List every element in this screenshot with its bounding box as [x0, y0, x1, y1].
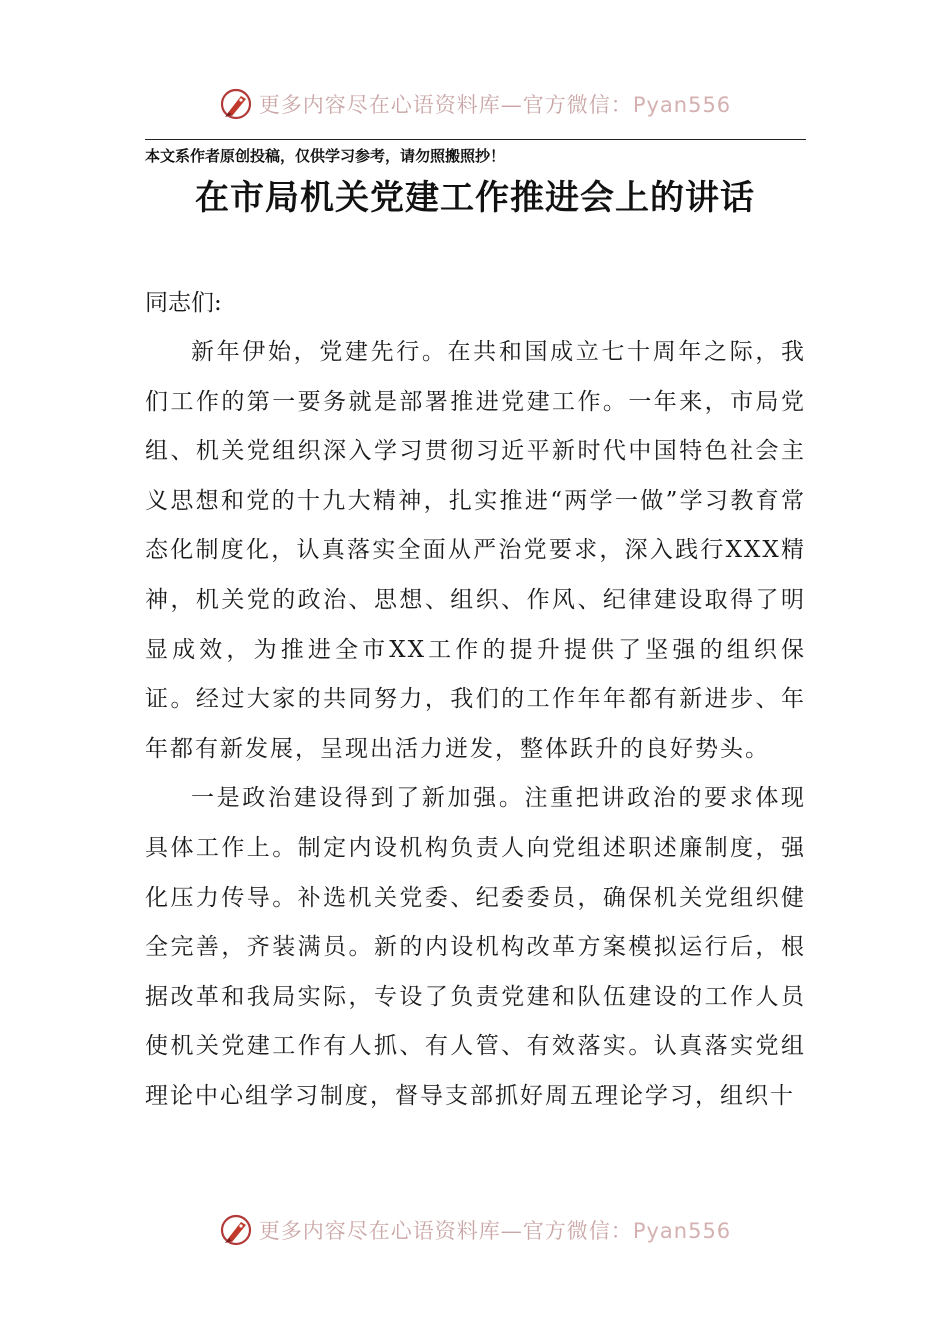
pen-nib-circle-icon [219, 87, 253, 121]
wechat-id: Pyan556 [632, 1219, 732, 1243]
header-banner [0, 82, 950, 126]
paragraph: 新年伊始，党建先行。在共和国成立七十周年之际，我们工作的第一要务就是部署推进党建工作。一年来，市局党组、机关党组织深入学习贯彻习近平新时代中国特色社会主义思想和党的十九大精神，扎实推进“两学一做”学习教育常态化制度化，认真落实全面从严治党要求，深入践行XXX精神，机关党的政治、思想、组织、作风、纪律建设取得了明显成效，为推进全市XX工作的提升提供了坚强的组织保证。经过大家的共同努力，我们的工作年年都有新进步、年年都有新发展，呈现出活力迸发，整体跃升的良好势头。 [145, 339, 806, 762]
footer-banner-text: 更多内容尽在心语资料库—官方微信：Pyan556 [258, 1219, 732, 1243]
wechat-id: Pyan556 [632, 93, 732, 117]
footer-banner [0, 1208, 950, 1252]
header-rule [145, 139, 806, 140]
paragraph: 一是政治建设得到了新加强。注重把讲政治的要求体现具体工作上。制定内设机构负责人向党组述职述廉制度，强化压力传导。补选机关党委、纪委委员，确保机关党组织健全完善，齐装满员。新的内设机构改革方案模拟运行后，根据改革和我局实际，专设了负责党建和队伍建设的工作人员使机关党建工作有人抓、有人管、有效落实。认真落实党组理论中心组学习制度，督导支部抓好周五理论学习，组织十 [145, 785, 806, 1109]
body-text [145, 328, 806, 1122]
salutation: 同志们: [145, 290, 222, 316]
pen-nib-circle-icon [219, 1213, 253, 1247]
page-title: 在市局机关党建工作推进会上的讲话 [195, 178, 755, 218]
header-banner-text: 更多内容尽在心语资料库—官方微信：Pyan556 [258, 93, 732, 117]
disclaimer: 本文系作者原创投稿，仅供学习参考，请勿照搬照抄！ [145, 147, 506, 165]
